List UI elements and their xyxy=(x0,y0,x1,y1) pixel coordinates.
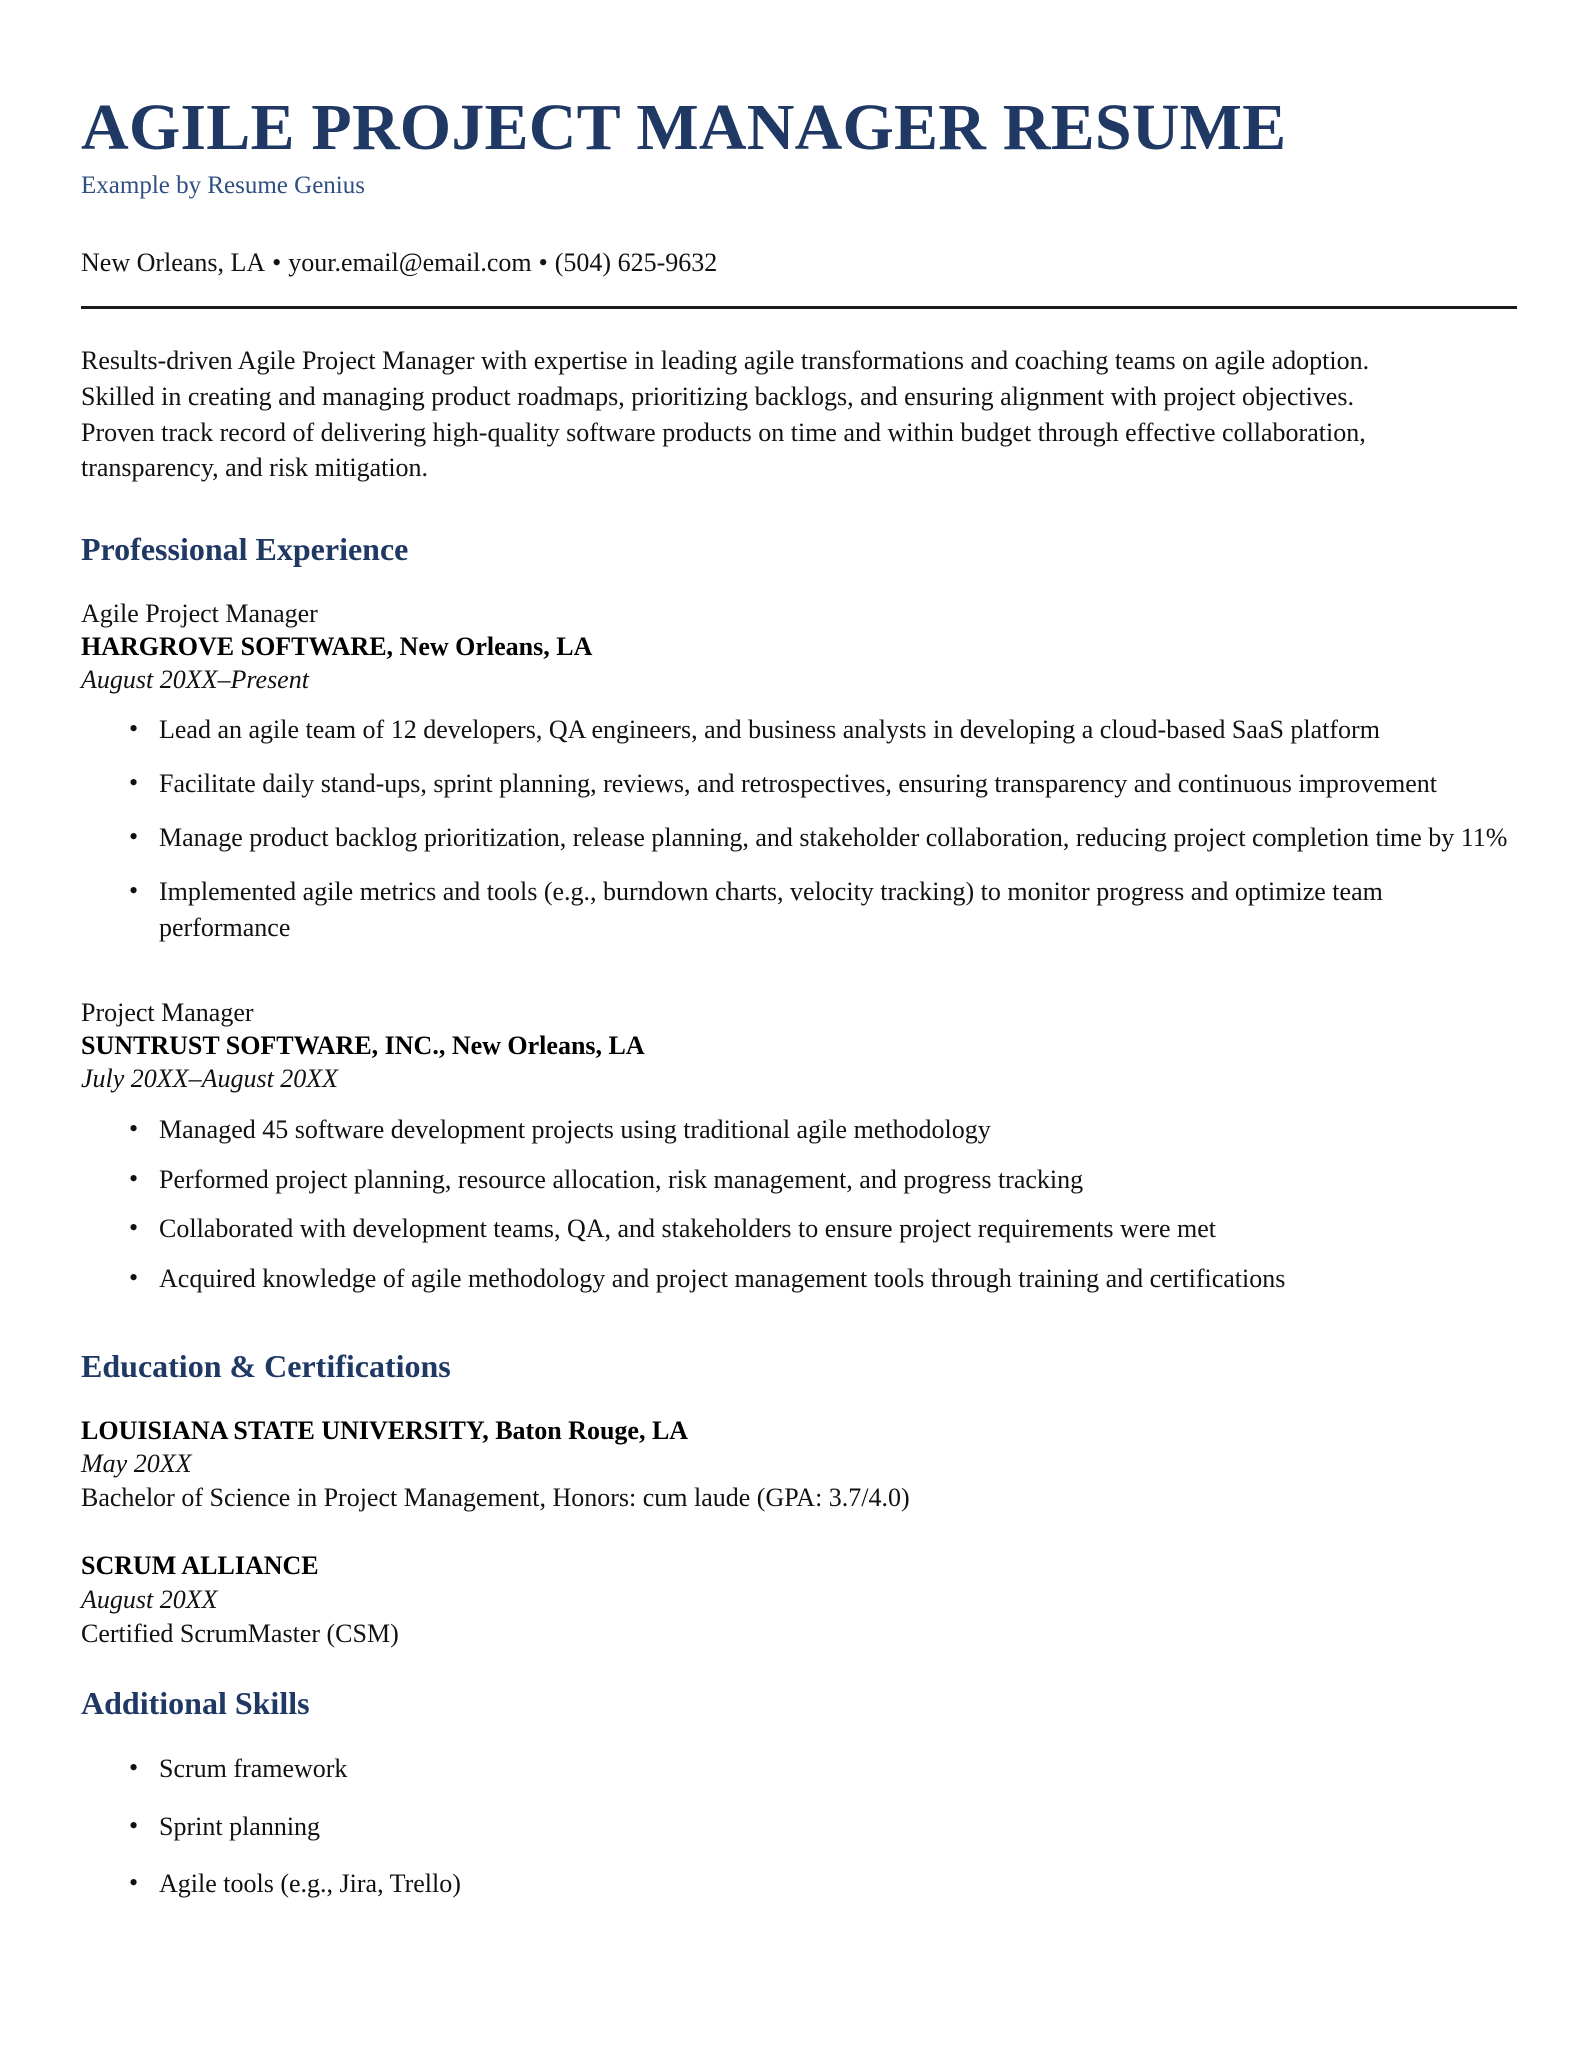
certification-issuer: SCRUM ALLIANCE xyxy=(81,1550,319,1580)
experience-entry xyxy=(81,996,1517,1096)
professional-summary: Results-driven Agile Project Manager with expertise in leading agile transformations and coaching teams on agile adoption. Skilled in creating and managing product roadmaps, prioritizing backlogs, and ensuring alignment with project objectives. Proven track record of delivering high-quality software products on time and within budget through effective collaboration, transparency, and risk mitigation. xyxy=(81,345,1370,483)
list-item: • Collaborated with development teams, QA, and stakeholders to ensure project requirements were met xyxy=(81,1211,1511,1247)
section-additional-skills xyxy=(81,1684,1517,1902)
list-item: • Scrum framework xyxy=(81,1751,1511,1787)
resume-content xyxy=(81,92,1517,1902)
job-dates: August 20XX–Present xyxy=(81,665,309,695)
job-dates: July 20XX–August 20XX xyxy=(81,1064,339,1094)
section-professional-experience xyxy=(81,530,1517,1297)
list-item: • Performed project planning, resource allocation, risk management, and progress tracking xyxy=(81,1162,1511,1198)
certification-name: Certified ScrumMaster (CSM) xyxy=(81,1618,399,1648)
contact-phone: (504) 625-9632 xyxy=(554,248,718,278)
contact-separator-1: • xyxy=(272,248,282,278)
list-item: • Manage product backlog prioritization, release planning, and stakeholder collaboration, reducing project completion time by 11% xyxy=(81,820,1511,856)
skills-list xyxy=(81,1751,1517,1903)
certification-date: August 20XX xyxy=(81,1584,218,1614)
job-bullet-list xyxy=(81,1112,1517,1298)
section-heading-education: Education & Certifications xyxy=(81,1348,451,1385)
contact-email[interactable]: your.email@email.com xyxy=(288,248,532,278)
contact-line xyxy=(81,247,1517,280)
list-item: • Agile tools (e.g., Jira, Trello) xyxy=(81,1866,1511,1902)
header-divider xyxy=(81,306,1517,309)
education-school: LOUISIANA STATE UNIVERSITY, Baton Rouge, LA xyxy=(81,1415,689,1445)
section-heading-skills: Additional Skills xyxy=(81,1685,310,1722)
education-date: May 20XX xyxy=(81,1449,192,1479)
job-bullet-list xyxy=(81,712,1517,945)
list-item: • Facilitate daily stand-ups, sprint planning, reviews, and retrospectives, ensuring transparency and continuous improvement xyxy=(81,766,1511,802)
section-education-certifications xyxy=(81,1347,1517,1650)
job-company: HARGROVE SOFTWARE, New Orleans, LA xyxy=(81,631,593,661)
certification-entry xyxy=(81,1549,1517,1650)
education-degree: Bachelor of Science in Project Management, Honors: cum laude (GPA: 3.7/4.0) xyxy=(81,1483,910,1513)
contact-separator-2: • xyxy=(538,248,548,278)
list-item: • Sprint planning xyxy=(81,1809,1511,1845)
job-company: SUNTRUST SOFTWARE, INC., New Orleans, LA xyxy=(81,1031,645,1061)
page-title: AGILE PROJECT MANAGER RESUME xyxy=(81,91,1287,164)
section-heading-experience: Professional Experience xyxy=(81,531,409,568)
contact-location: New Orleans, LA xyxy=(81,248,266,278)
spacer xyxy=(81,974,1517,996)
experience-entry xyxy=(81,597,1517,697)
job-title: Agile Project Manager xyxy=(81,598,318,628)
list-item: • Acquired knowledge of agile methodology and project management tools through training and certifications xyxy=(81,1261,1511,1297)
resume-subtitle: Example by Resume Genius xyxy=(81,172,365,200)
job-title: Project Manager xyxy=(81,997,254,1027)
spacer xyxy=(81,1325,1517,1347)
education-entry xyxy=(81,1414,1517,1515)
list-item: • Implemented agile metrics and tools (e.g., burndown charts, velocity tracking) to monitor progress and optimize team performance xyxy=(81,874,1511,946)
list-item: • Lead an agile team of 12 developers, QA engineers, and business analysts in developing a cloud-based SaaS platform xyxy=(81,712,1511,748)
list-item: • Managed 45 software development projects using traditional agile methodology xyxy=(81,1112,1511,1148)
